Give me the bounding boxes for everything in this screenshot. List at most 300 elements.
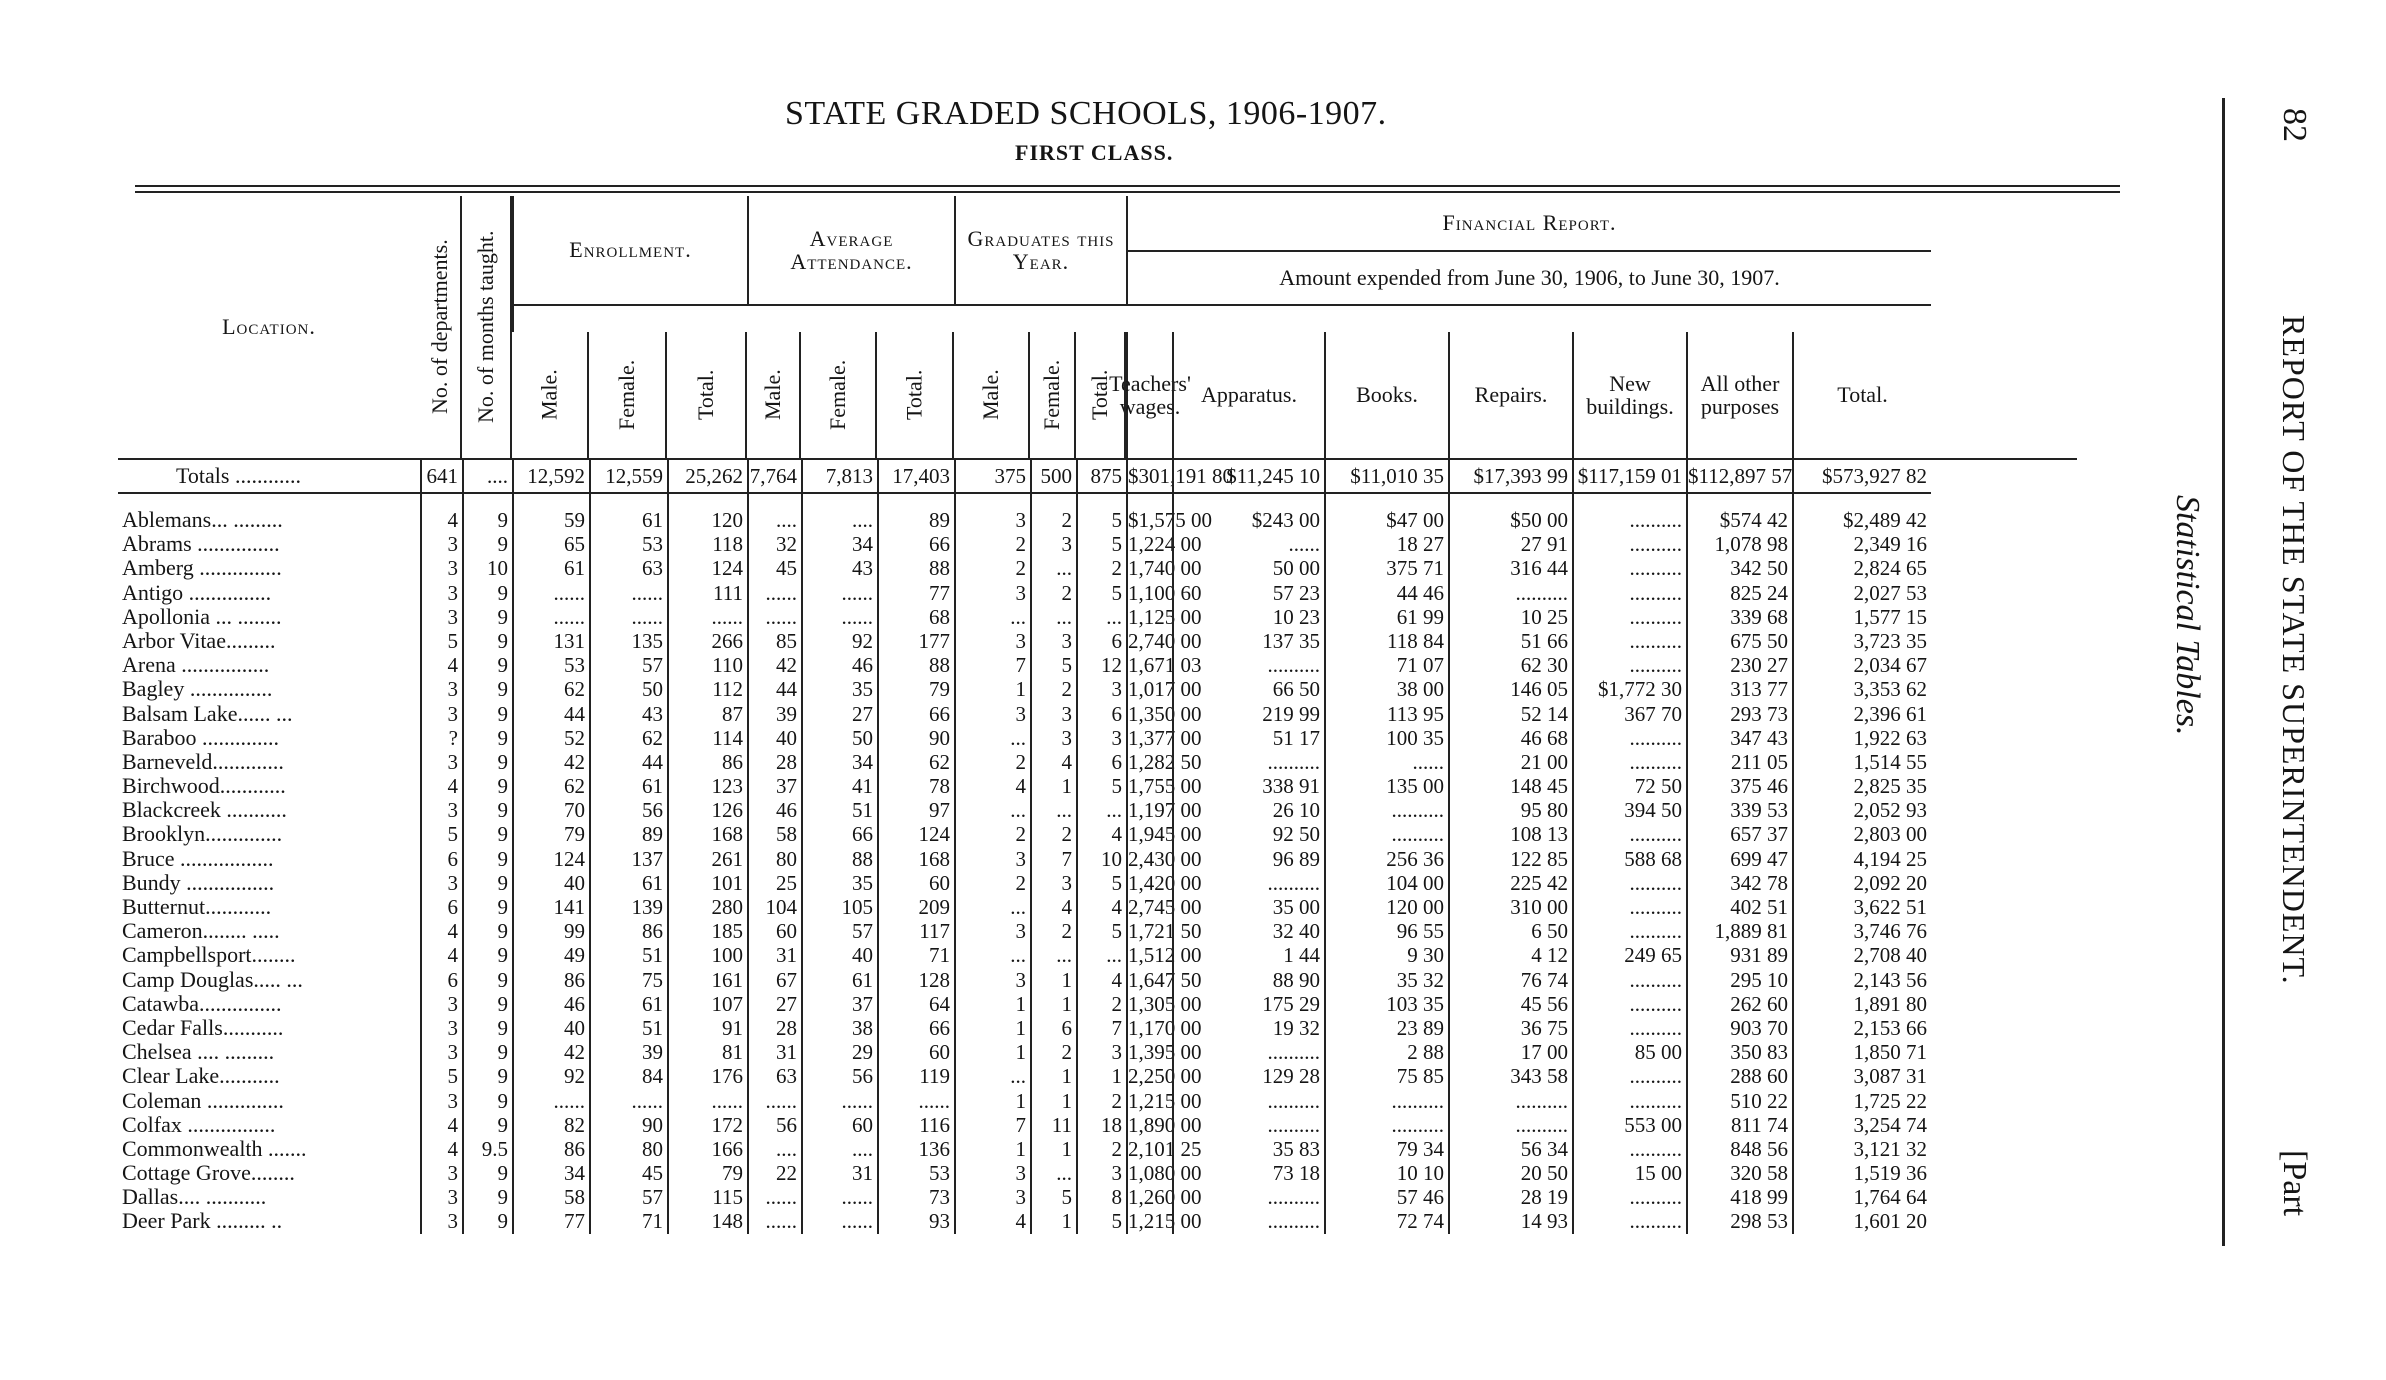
table-cell: $243 00 (1172, 508, 1324, 532)
table-cell: 104 00 (1324, 871, 1448, 895)
table-cell: 1,671 03 (1128, 653, 1202, 678)
table-cell: 39 (589, 1040, 667, 1064)
table-cell: 51 (589, 1016, 667, 1040)
table-cell: 6 (1076, 750, 1126, 774)
table-cell: 3 (420, 1089, 462, 1113)
table-cell: 316 44 (1448, 556, 1572, 580)
table-cell: 3 (954, 508, 1030, 532)
table-cell: 63 (747, 1064, 801, 1088)
table-cell: 4 (420, 774, 462, 798)
table-cell: .......... (1572, 726, 1686, 750)
location-header: Location. (222, 314, 316, 340)
table-cell: ... (1076, 605, 1126, 629)
table-cell: 675 50 (1686, 629, 1792, 653)
table-cell: 79 (877, 677, 954, 701)
table-cell: .......... (1172, 653, 1324, 677)
table-cell: 3 (420, 677, 462, 701)
table-cell: 32 (747, 532, 801, 556)
table-cell: 1,420 00 (1128, 870, 1202, 895)
table-cell: 51 (589, 943, 667, 967)
table-cell: .......... (1572, 968, 1686, 992)
table-cell: 3,087 31 (1792, 1064, 1931, 1088)
page-number: 82 (2276, 108, 2313, 142)
table-cell: 2,349 16 (1792, 532, 1931, 556)
attend-female-header: Female. (801, 332, 877, 458)
table-cell: 81 (667, 1040, 747, 1064)
table-cell: ...... (589, 1089, 667, 1113)
table-cell: 95 80 (1448, 798, 1572, 822)
table-cell: 418 99 (1686, 1185, 1792, 1209)
table-cell: 375 46 (1686, 774, 1792, 798)
table-cell: 46 68 (1448, 726, 1572, 750)
table-cell: 73 (877, 1185, 954, 1209)
column-rule (1076, 494, 1126, 508)
enroll-total-header: Total. (667, 332, 747, 458)
table-cell: .......... (1572, 508, 1686, 532)
table-cell: 79 34 (1324, 1137, 1448, 1161)
table-cell: 28 19 (1448, 1185, 1572, 1209)
totals-cell: 375 (954, 458, 1030, 494)
school-name: Blackcreek ........... (122, 797, 287, 823)
table-cell: 2 (1076, 992, 1126, 1016)
table-cell: 1,922 63 (1792, 726, 1931, 750)
table-cell: .......... (1572, 1185, 1686, 1209)
table-cell: 73 18 (1172, 1161, 1324, 1185)
table-cell: ...... (667, 605, 747, 629)
table-cell: 2 (954, 532, 1030, 556)
table-cell: 96 55 (1324, 919, 1448, 943)
table-cell: 10 (1076, 847, 1126, 871)
table-cell: 1,215 00 (1128, 1209, 1202, 1234)
table-cell: 338 91 (1172, 774, 1324, 798)
totals-cell: 25,262 (667, 458, 747, 494)
table-cell: 57 (589, 1185, 667, 1209)
table-cell: 342 50 (1686, 556, 1792, 580)
enrollment-header: Enrollment. (512, 196, 747, 304)
table-cell: 1,647 50 (1128, 967, 1202, 992)
school-name: Chelsea .... ......... (122, 1039, 275, 1065)
table-cell: ...... (1172, 532, 1324, 556)
table-cell: 2,101 25 (1128, 1136, 1202, 1161)
table-cell: 1,377 00 (1128, 725, 1202, 750)
table-cell: 2 (954, 750, 1030, 774)
table-cell: ...... (801, 1089, 877, 1113)
table-cell: 2,740 00 (1128, 628, 1202, 653)
totals-cell: .... (462, 458, 512, 494)
table-cell: 34 (801, 532, 877, 556)
table-cell: 21 00 (1448, 750, 1572, 774)
column-rule (420, 494, 462, 508)
table-cell: ...... (512, 1089, 589, 1113)
table-cell: 9 (462, 968, 512, 992)
table-cell: ... (954, 798, 1030, 822)
table-cell: 1,755 00 (1128, 774, 1202, 799)
attend-male-header: Male. (747, 332, 801, 458)
school-name: Cameron........ ..... (122, 918, 280, 944)
table-cell: 1,078 98 (1686, 532, 1792, 556)
table-cell: 5 (1076, 1209, 1126, 1233)
table-cell: ... (1030, 605, 1076, 629)
table-cell: 42 (512, 750, 589, 774)
table-cell: 68 (877, 605, 954, 629)
table-cell: 4 (420, 943, 462, 967)
totals-cell: 875 (1076, 458, 1126, 494)
table-cell: 1 (954, 677, 1030, 701)
table-cell: 4 (420, 653, 462, 677)
table-cell: $47 00 (1324, 508, 1448, 532)
table-cell: 79 (667, 1161, 747, 1185)
table-cell: 139 (589, 895, 667, 919)
table-cell: 2 (1076, 1137, 1126, 1161)
school-name: Brooklyn.............. (122, 821, 283, 847)
table-cell: 135 00 (1324, 774, 1448, 798)
schools-table (118, 196, 2123, 1256)
table-cell: 2,034 67 (1792, 653, 1931, 677)
table-cell: 60 (877, 1040, 954, 1064)
table-cell: 62 (589, 726, 667, 750)
table-cell: 17 00 (1448, 1040, 1572, 1064)
table-cell: 10 (462, 556, 512, 580)
school-name: Camp Douglas..... ... (122, 966, 303, 992)
table-cell: .......... (1572, 822, 1686, 846)
table-cell: 2 (1030, 677, 1076, 701)
table-cell: 35 32 (1324, 968, 1448, 992)
table-cell: 50 (589, 677, 667, 701)
table-cell: 342 78 (1686, 871, 1792, 895)
side-label: Statistical Tables. (2169, 495, 2206, 736)
table-cell: ...... (801, 1185, 877, 1209)
table-cell: 2 88 (1324, 1040, 1448, 1064)
table-cell: 3,622 51 (1792, 895, 1931, 919)
column-rule (1572, 494, 1686, 508)
table-cell: 293 73 (1686, 702, 1792, 726)
table-cell: 1 (1030, 968, 1076, 992)
table-cell: .......... (1448, 1089, 1572, 1113)
table-cell: 72 50 (1572, 774, 1686, 798)
school-name: Cottage Grove........ (122, 1160, 295, 1186)
table-cell: 9 (462, 847, 512, 871)
table-cell: 211 05 (1686, 750, 1792, 774)
table-cell: 45 56 (1448, 992, 1572, 1016)
table-cell: 96 89 (1172, 847, 1324, 871)
table-cell: 38 00 (1324, 677, 1448, 701)
table-cell: 29 (801, 1040, 877, 1064)
table-cell: 3 (420, 992, 462, 1016)
table-cell: 31 (747, 943, 801, 967)
table-cell: 1 (1030, 992, 1076, 1016)
table-cell: 10 10 (1324, 1161, 1448, 1185)
table-cell: 148 (667, 1209, 747, 1233)
table-cell: 2,824 65 (1792, 556, 1931, 580)
table-cell: 2,430 00 (1128, 846, 1202, 871)
table-cell: 394 50 (1572, 798, 1686, 822)
months-header: No. of months taught. (462, 196, 512, 458)
table-cell: 40 (512, 1016, 589, 1040)
table-cell: 295 10 (1686, 968, 1792, 992)
table-cell: .......... (1572, 871, 1686, 895)
table-cell: ... (954, 943, 1030, 967)
table-cell: 262 60 (1686, 992, 1792, 1016)
table-cell: 107 (667, 992, 747, 1016)
table-cell: 1 (954, 992, 1030, 1016)
table-cell: 3 (420, 702, 462, 726)
table-cell: 120 00 (1324, 895, 1448, 919)
table-cell: .......... (1572, 653, 1686, 677)
table-cell: 3 (954, 1185, 1030, 1209)
table-cell: 103 35 (1324, 992, 1448, 1016)
table-cell: 3,121 32 (1792, 1137, 1931, 1161)
totals-cell: $17,393 99 (1448, 458, 1572, 494)
table-cell: 40 (801, 943, 877, 967)
table-cell: 90 (589, 1113, 667, 1137)
table-cell: 57 (589, 653, 667, 677)
table-cell: 298 53 (1686, 1209, 1792, 1233)
table-cell: 31 (747, 1040, 801, 1064)
table-cell: 42 (747, 653, 801, 677)
column-rule (667, 494, 747, 508)
table-cell: 5 (1030, 653, 1076, 677)
table-cell: 3 (954, 702, 1030, 726)
school-name: Ablemans... ......... (122, 507, 283, 532)
table-cell: 100 35 (1324, 726, 1448, 750)
table-cell: 52 14 (1448, 702, 1572, 726)
table-cell: 261 (667, 847, 747, 871)
table-cell: 35 83 (1172, 1137, 1324, 1161)
table-cell: 104 (747, 895, 801, 919)
table-cell: ...... (801, 1209, 877, 1233)
table-cell: 3 (954, 919, 1030, 943)
school-name: Clear Lake........... (122, 1063, 280, 1089)
table-cell: 44 (512, 702, 589, 726)
table-cell: 99 (512, 919, 589, 943)
table-cell: .......... (1572, 992, 1686, 1016)
table-cell: 1,945 00 (1128, 822, 1202, 847)
table-cell: 9 (462, 508, 512, 532)
table-cell: 657 37 (1686, 822, 1792, 846)
header-rule-top (135, 185, 2120, 187)
school-name: Coleman .............. (122, 1087, 284, 1113)
column-rule (1448, 494, 1572, 508)
totals-cell: $117,159 01 (1572, 458, 1686, 494)
table-cell: $1,575 00 (1128, 508, 1212, 532)
table-cell: 100 (667, 943, 747, 967)
table-cell: 39 (747, 702, 801, 726)
table-cell: ... (1030, 943, 1076, 967)
table-cell: 128 (877, 968, 954, 992)
table-cell: 5 (1076, 532, 1126, 556)
table-cell: 90 (877, 726, 954, 750)
table-cell: 114 (667, 726, 747, 750)
table-cell: 3 (1030, 871, 1076, 895)
table-cell: 6 (420, 847, 462, 871)
table-cell: 75 85 (1324, 1064, 1448, 1088)
table-cell: 177 (877, 629, 954, 653)
totals-cell: $301,191 80 (1126, 458, 1172, 494)
table-cell: 46 (801, 653, 877, 677)
table-cell: 1,725 22 (1792, 1089, 1931, 1113)
table-cell: 135 (589, 629, 667, 653)
table-cell: 141 (512, 895, 589, 919)
table-cell: 7 (954, 653, 1030, 677)
totals-cell: 7,813 (801, 458, 877, 494)
table-cell: ... (1030, 798, 1076, 822)
table-cell: 9 (462, 774, 512, 798)
table-cell: 65 (512, 532, 589, 556)
table-cell: 28 (747, 750, 801, 774)
new-buildings-header: New buildings. (1572, 332, 1686, 458)
table-cell: 2,396 61 (1792, 702, 1931, 726)
table-cell: 2 (1030, 919, 1076, 943)
table-cell: 87 (667, 702, 747, 726)
table-cell: 66 (877, 1016, 954, 1040)
school-name: Apollonia ... ........ (122, 603, 282, 629)
table-cell: 58 (512, 1185, 589, 1209)
table-cell: 86 (667, 750, 747, 774)
table-cell: 5 (1076, 919, 1126, 943)
table-cell: 1,197 00 (1128, 798, 1202, 823)
table-cell: 4 (420, 1137, 462, 1161)
table-cell: .......... (1172, 1040, 1324, 1064)
table-cell: ...... (512, 605, 589, 629)
table-cell: 1 (1030, 774, 1076, 798)
table-cell: .... (747, 1137, 801, 1161)
table-cell: 5 (1076, 871, 1126, 895)
table-cell: 88 (801, 847, 877, 871)
table-cell: 1,764 64 (1792, 1185, 1931, 1209)
table-cell: ...... (1324, 750, 1448, 774)
table-cell: 124 (512, 847, 589, 871)
table-cell: 1 (1030, 1137, 1076, 1161)
totals-rule (118, 458, 2077, 460)
table-cell: 85 (747, 629, 801, 653)
table-cell: 2,803 00 (1792, 822, 1931, 846)
school-name: Balsam Lake...... ... (122, 700, 293, 726)
table-cell: 8 (1076, 1185, 1126, 1209)
table-cell: 10 25 (1448, 605, 1572, 629)
table-cell: 11 (1030, 1113, 1076, 1137)
table-cell: ...... (589, 581, 667, 605)
column-rule (954, 494, 1030, 508)
table-cell: 108 13 (1448, 822, 1572, 846)
table-cell: 80 (589, 1137, 667, 1161)
table-cell: 23 89 (1324, 1016, 1448, 1040)
table-cell: 129 28 (1172, 1064, 1324, 1088)
table-cell: 50 00 (1172, 556, 1324, 580)
table-cell: 123 (667, 774, 747, 798)
table-cell: 72 74 (1324, 1209, 1448, 1233)
table-cell: 3 (954, 847, 1030, 871)
table-cell: 4,194 25 (1792, 847, 1931, 871)
table-cell: 3 (420, 1209, 462, 1233)
table-cell: 1,601 20 (1792, 1209, 1931, 1233)
table-cell: .......... (1324, 1089, 1448, 1113)
table-cell: 3 (1030, 532, 1076, 556)
table-cell: 172 (667, 1113, 747, 1137)
table-cell: 848 56 (1686, 1137, 1792, 1161)
table-cell: 64 (877, 992, 954, 1016)
table-cell: 161 (667, 968, 747, 992)
table-cell: 89 (877, 508, 954, 532)
table-cell: 1 (1030, 1064, 1076, 1088)
page-subtitle: FIRST CLASS. (1015, 140, 1174, 165)
table-cell: 45 (589, 1161, 667, 1185)
table-cell: 57 (801, 919, 877, 943)
table-cell: 9 (462, 653, 512, 677)
table-cell: 105 (801, 895, 877, 919)
table-cell: 75 (589, 968, 667, 992)
totals-cell: $573,927 82 (1792, 458, 1931, 494)
column-rule (1792, 494, 1931, 508)
table-cell: 3 (1030, 726, 1076, 750)
table-cell: 3 (420, 605, 462, 629)
table-cell: 2,153 66 (1792, 1016, 1931, 1040)
table-cell: .......... (1324, 822, 1448, 846)
column-rule (801, 494, 877, 508)
page-title: STATE GRADED SCHOOLS, 1906-1907. (785, 95, 1387, 132)
table-cell: 111 (667, 581, 747, 605)
table-cell: 116 (877, 1113, 954, 1137)
table-cell: 66 50 (1172, 677, 1324, 701)
table-cell: 256 36 (1324, 847, 1448, 871)
table-cell: 131 (512, 629, 589, 653)
table-cell: 28 (747, 1016, 801, 1040)
column-rule (1030, 494, 1076, 508)
table-cell: 168 (877, 847, 954, 871)
table-cell: 56 34 (1448, 1137, 1572, 1161)
running-head: REPORT OF THE STATE SUPERINTENDENT. (2276, 315, 2312, 985)
table-cell: 9 (462, 798, 512, 822)
table-cell: 137 35 (1172, 629, 1324, 653)
table-cell: 825 24 (1686, 581, 1792, 605)
school-name: Birchwood............ (122, 773, 286, 799)
table-cell: 61 (589, 992, 667, 1016)
table-cell: 61 (801, 968, 877, 992)
table-cell: 71 (877, 943, 954, 967)
table-cell: 1 (954, 1040, 1030, 1064)
table-cell: 88 90 (1172, 968, 1324, 992)
table-cell: 62 (512, 677, 589, 701)
table-cell: .......... (1448, 1113, 1572, 1137)
wages-header: Teachers' wages. (1126, 332, 1172, 458)
table-cell: 4 (954, 774, 1030, 798)
school-name: Deer Park ......... .. (122, 1208, 283, 1234)
table-cell: 9 (462, 581, 512, 605)
table-cell: 93 (877, 1209, 954, 1233)
totals-cell: $11,010 35 (1324, 458, 1448, 494)
table-cell: 339 68 (1686, 605, 1792, 629)
table-cell: 46 (512, 992, 589, 1016)
table-cell: 175 29 (1172, 992, 1324, 1016)
table-cell: 166 (667, 1137, 747, 1161)
table-cell: 3 (420, 532, 462, 556)
table-cell: 62 (512, 774, 589, 798)
table-cell: 137 (589, 847, 667, 871)
table-cell: 53 (877, 1161, 954, 1185)
table-cell: 402 51 (1686, 895, 1792, 919)
table-cell: .......... (1572, 629, 1686, 653)
table-cell: 313 77 (1686, 677, 1792, 701)
table-cell: 50 (801, 726, 877, 750)
table-cell: 249 65 (1572, 943, 1686, 967)
table-cell: 1,890 00 (1128, 1112, 1202, 1137)
table-cell: 52 (512, 726, 589, 750)
graduates-header: Graduates this Year. (954, 196, 1126, 304)
table-cell: 6 (420, 968, 462, 992)
school-name: Baraboo .............. (122, 724, 280, 750)
table-cell: 92 (801, 629, 877, 653)
table-cell: ...... (747, 605, 801, 629)
table-cell: ? (420, 726, 462, 750)
